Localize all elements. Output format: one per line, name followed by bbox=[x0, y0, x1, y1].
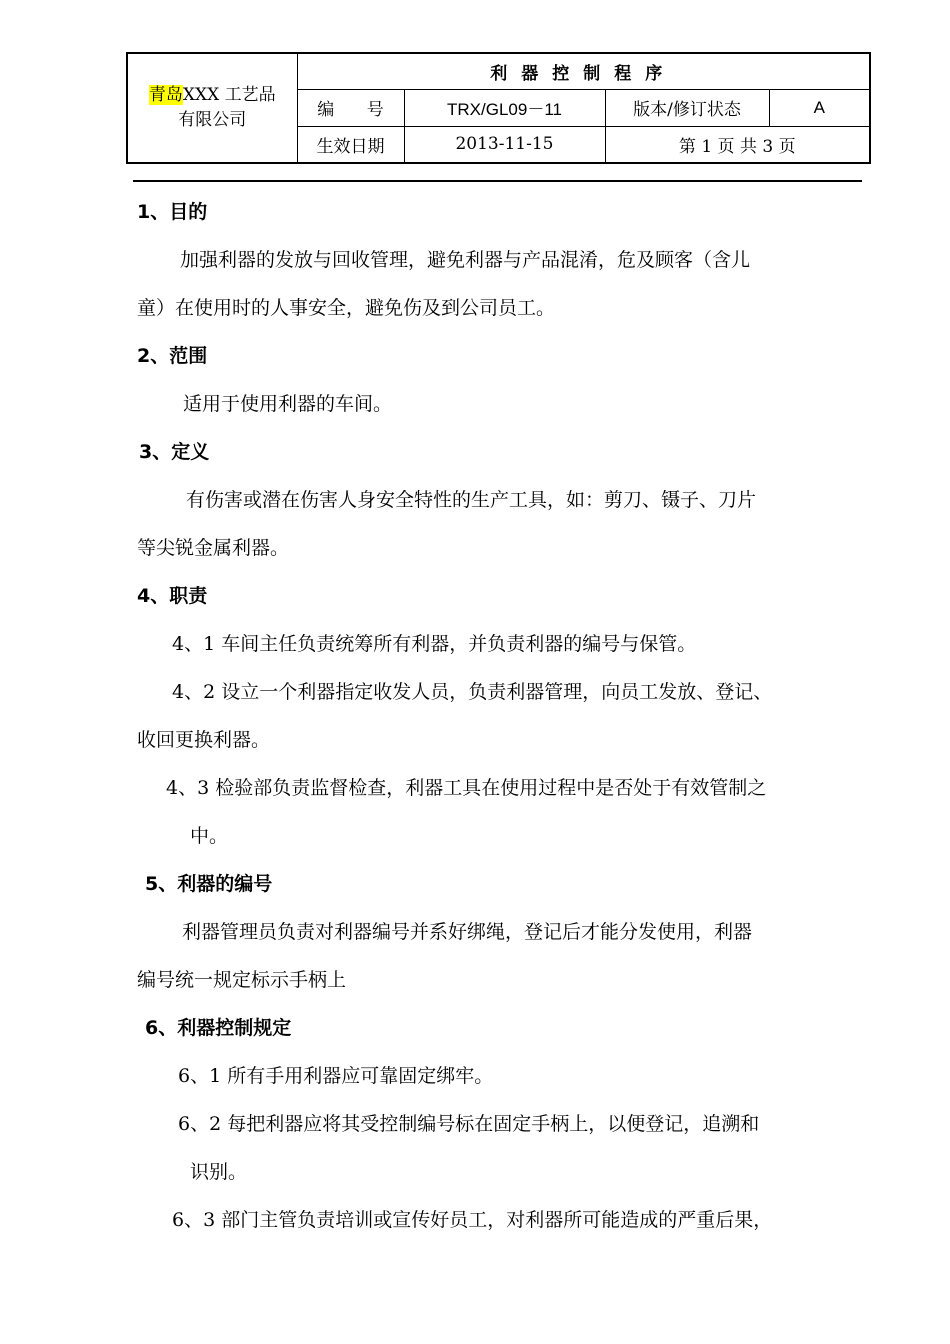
section-3-title: 3、定义 bbox=[139, 441, 210, 463]
section-1-para-line1: 加强利器的发放与回收管理，避免利器与产品混淆，危及顾客（含儿 bbox=[180, 249, 751, 271]
company-name-rest: XXX 工艺品 bbox=[182, 85, 276, 105]
section-3-para-line2: 等尖锐金属利器。 bbox=[137, 537, 290, 559]
version-value: A bbox=[769, 89, 870, 126]
code-value: TRX/GL09－11 bbox=[404, 89, 605, 126]
section-4-item-2-line1: 4、2 设立一个利器指定收发人员，负责利器管理，向员工发放、登记、 bbox=[172, 681, 773, 703]
section-6-item-2-line1: 6、2 每把利器应将其受控制编号标在固定手柄上，以便登记，追溯和 bbox=[178, 1113, 760, 1135]
section-2-para: 适用于使用利器的车间。 bbox=[183, 393, 393, 415]
company-highlight: 青岛 bbox=[148, 85, 183, 105]
section-2-title: 2、范围 bbox=[137, 345, 208, 367]
section-6-item-3-line1: 6、3 部门主管负责培训或宣传好员工，对利器所可能造成的严重后果， bbox=[172, 1209, 773, 1231]
company-name-line2: 有限公司 bbox=[178, 110, 247, 130]
section-4-item-2-line2: 收回更换利器。 bbox=[137, 729, 271, 751]
date-label: 生效日期 bbox=[297, 126, 404, 163]
date-value: 2013-11-15 bbox=[404, 126, 605, 163]
section-1-para-line2: 童）在使用时的人事安全，避免伤及到公司员工。 bbox=[137, 297, 556, 319]
document-header-table bbox=[126, 52, 871, 164]
header-divider bbox=[133, 180, 862, 182]
version-label: 版本/修订状态 bbox=[605, 89, 769, 126]
section-5-title: 5、利器的编号 bbox=[145, 873, 273, 895]
section-6-item-1: 6、1 所有手用利器应可靠固定绑牢。 bbox=[178, 1065, 494, 1087]
code-label: 编 号 bbox=[297, 89, 404, 126]
section-4-item-1: 4、1 车间主任负责统筹所有利器，并负责利器的编号与保管。 bbox=[172, 633, 697, 655]
company-name bbox=[127, 53, 297, 163]
document-title: 利器控制程序 bbox=[297, 53, 870, 89]
section-4-item-3-line2: 中。 bbox=[190, 825, 229, 847]
section-4-item-3-line1: 4、3 检验部负责监督检查，利器工具在使用过程中是否处于有效管制之 bbox=[166, 777, 767, 799]
page-info: 第 1 页 共 3 页 bbox=[605, 126, 870, 163]
section-1-title: 1、目的 bbox=[137, 201, 208, 223]
section-4-title: 4、职责 bbox=[137, 585, 208, 607]
section-6-title: 6、利器控制规定 bbox=[145, 1017, 292, 1039]
section-6-item-2-line2: 识别。 bbox=[190, 1161, 248, 1183]
section-3-para-line1: 有伤害或潜在伤害人身安全特性的生产工具，如：剪刀、镊子、刀片 bbox=[186, 489, 757, 511]
section-5-para-line2: 编号统一规定标示手柄上 bbox=[137, 969, 347, 991]
section-5-para-line1: 利器管理员负责对利器编号并系好绑绳，登记后才能分发使用，利器 bbox=[182, 921, 753, 943]
